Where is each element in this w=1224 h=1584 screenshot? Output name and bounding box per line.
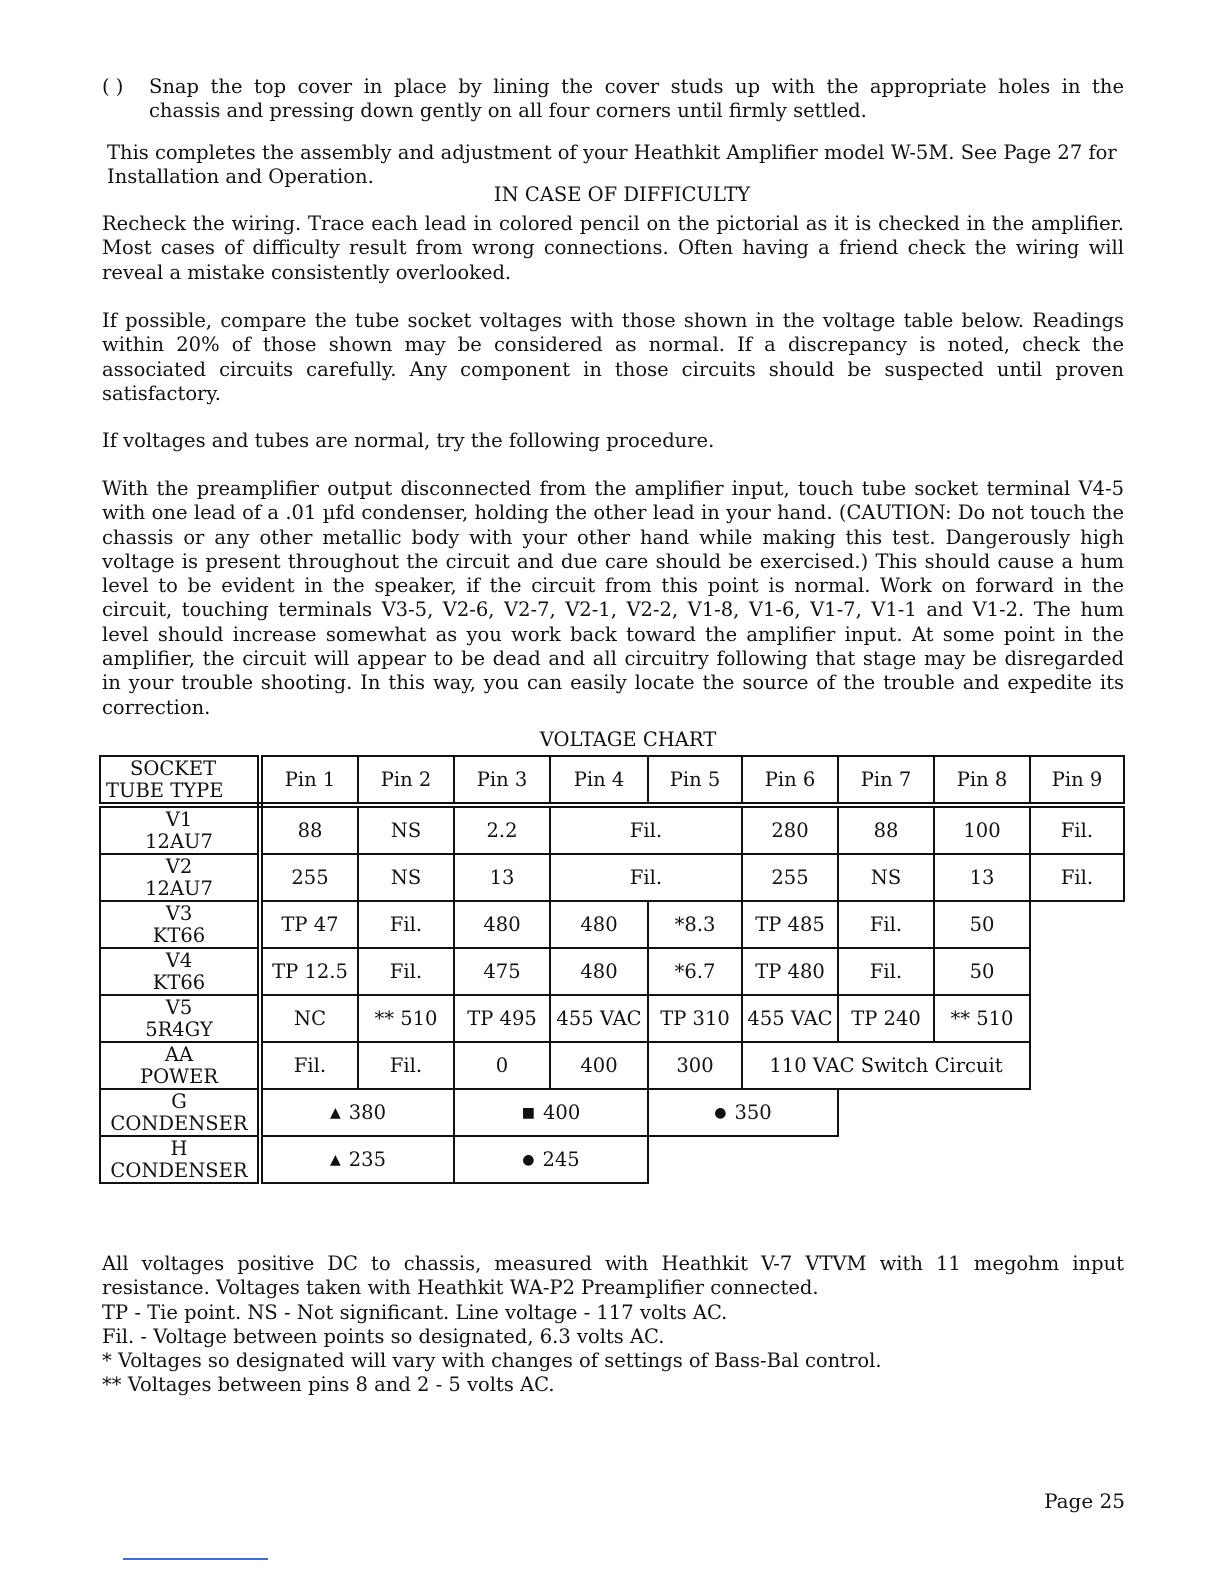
- table-cell: 455 VAC: [550, 995, 648, 1042]
- tube-cell: H CONDENSER: [100, 1136, 260, 1183]
- completion-text: This completes the assembly and adjustment of your Heathkit Amplifier model W-5M. See Page 27 for Installation and Operation.: [107, 141, 1117, 189]
- footer-rule: [123, 1558, 268, 1560]
- page-number: Page 25: [1044, 1489, 1125, 1513]
- table-cell: 13: [454, 854, 550, 901]
- table-cell: NC: [260, 995, 358, 1042]
- table-cell: TP 485: [742, 901, 838, 948]
- table-cell: 110 VAC Switch Circuit: [742, 1042, 1030, 1089]
- tube-cell: G CONDENSER: [100, 1089, 260, 1136]
- difficulty-paragraph-4: With the preamplifier output disconnected from the amplifier input, touch tube socket terminal V4-5 with one lead of a .01 µfd condenser, holding the other lead in your hand. (CAUTION: Do not touch the chassis or any other metallic body with your other hand while making this test. Dangerously high voltage is present throughout the circuit and due care should be exercised.) This should cause a hum level to be evident in the speaker, if the circuit from this point is normal. Work on forward in the circuit, touching terminals V3-5, V2-6, V2-7, V2-1, V2-2, V1-8, V1-6, V1-7, V1-1 and V1-2. The hum level should increase somewhat as you work back toward the amplifier input. At some point in the amplifier, the circuit will appear to be dead and all circuitry following that stage may be disregarded in your trouble shooting. In this way, you can easily locate the source of the trouble and expedite its correction.: [102, 477, 1124, 719]
- tube-cell: V3 KT66: [100, 901, 260, 948]
- empty-cell: [838, 1089, 1124, 1136]
- table-cell: Fil.: [358, 1042, 454, 1089]
- table-cell: ▲ 380: [260, 1089, 454, 1136]
- table-row: [100, 854, 1124, 901]
- table-cell: TP 495: [454, 995, 550, 1042]
- table-cell: Fil.: [260, 1042, 358, 1089]
- pin-header: Pin 5: [648, 756, 742, 805]
- table-cell: Fil.: [838, 948, 934, 995]
- difficulty-paragraph-2: If possible, compare the tube socket voltages with those shown in the voltage table below. Readings within 20% of those shown may be considered as normal. If a discrepancy is noted, check the associated circuits carefully. Any component in those circuits should be suspected until proven satisfactory.: [102, 309, 1124, 405]
- socket-header: SOCKET TUBE TYPE: [100, 756, 260, 805]
- voltage-chart-title: VOLTAGE CHART: [539, 728, 717, 751]
- table-cell: TP 240: [838, 995, 934, 1042]
- tube-cell: V5 5R4GY: [100, 995, 260, 1042]
- table-cell: ● 245: [454, 1136, 648, 1183]
- pin-header: Pin 3: [454, 756, 550, 805]
- table-cell: 255: [742, 854, 838, 901]
- difficulty-paragraph-1: Recheck the wiring. Trace each lead in colored pencil on the pictorial as it is checked in the amplifier. Most cases of difficulty result from wrong connections. Often having a friend check the wiring will reveal a mistake consistently overlooked.: [102, 212, 1124, 284]
- table-cell: 50: [934, 901, 1030, 948]
- table-cell: 400: [550, 1042, 648, 1089]
- table-cell: Fil.: [1030, 854, 1124, 901]
- note: TP - Tie point. NS - Not significant. Line voltage - 117 volts AC.: [102, 1300, 728, 1324]
- table-row: [100, 1089, 1124, 1136]
- table-cell: TP 47: [260, 901, 358, 948]
- table-cell: 50: [934, 948, 1030, 995]
- table-cell: Fil.: [358, 948, 454, 995]
- empty-cell: [648, 1136, 1124, 1183]
- table-cell: Fil.: [1030, 805, 1124, 854]
- pin-header: Pin 2: [358, 756, 454, 805]
- table-cell: 480: [550, 948, 648, 995]
- table-cell: Fil.: [358, 901, 454, 948]
- table-cell: 300: [648, 1042, 742, 1089]
- dot-icon: ●: [714, 1104, 727, 1121]
- tube-cell: AA POWER: [100, 1042, 260, 1089]
- difficulty-paragraph-3: If voltages and tubes are normal, try the following procedure.: [102, 429, 715, 452]
- table-cell: TP 480: [742, 948, 838, 995]
- table-cell: TP 310: [648, 995, 742, 1042]
- empty-cell: [1030, 995, 1124, 1042]
- note: ** Voltages between pins 8 and 2 - 5 volts AC.: [102, 1373, 555, 1397]
- table-cell: Fil.: [838, 901, 934, 948]
- pin-header: Pin 9: [1030, 756, 1124, 805]
- voltage-chart-table: [99, 755, 1125, 1184]
- tube-cell: V1 12AU7: [100, 805, 260, 854]
- tube-cell: V4 KT66: [100, 948, 260, 995]
- table-row: [100, 995, 1124, 1042]
- empty-cell: [1030, 948, 1124, 995]
- step-line-1: Snap the top cover in place by lining the cover studs up with the appropriate holes in the: [149, 75, 1124, 98]
- table-row: [100, 805, 1124, 854]
- table-row: [100, 1042, 1124, 1089]
- triangle-icon: ▲: [329, 1104, 341, 1121]
- table-cell: 480: [550, 901, 648, 948]
- pin-header: Pin 7: [838, 756, 934, 805]
- dot-icon: ●: [522, 1151, 535, 1168]
- note: All voltages positive DC to chassis, measured with Heathkit V-7 VTVM with 11 megohm input resistance. Voltages taken with Heathkit WA-P2 Preamplifier connected.: [102, 1252, 1124, 1300]
- table-cell: 280: [742, 805, 838, 854]
- table-row: [100, 901, 1124, 948]
- table-cell: NS: [358, 854, 454, 901]
- table-cell: 455 VAC: [742, 995, 838, 1042]
- table-cell: 88: [260, 805, 358, 854]
- notes: [102, 1252, 1124, 1398]
- empty-cell: [1030, 1042, 1124, 1089]
- table-cell: 88: [838, 805, 934, 854]
- note: Fil. - Voltage between points so designated, 6.3 volts AC.: [102, 1324, 665, 1348]
- table-row: [100, 948, 1124, 995]
- table-cell: TP 12.5: [260, 948, 358, 995]
- pin-header: Pin 6: [742, 756, 838, 805]
- table-cell: Fil.: [550, 854, 742, 901]
- note: * Voltages so designated will vary with changes of settings of Bass-Bal control.: [102, 1349, 882, 1373]
- table-cell: 480: [454, 901, 550, 948]
- table-cell: ** 510: [358, 995, 454, 1042]
- table-cell: NS: [838, 854, 934, 901]
- step-checkbox[interactable]: ( ): [102, 75, 124, 98]
- table-cell: 13: [934, 854, 1030, 901]
- pin-header: Pin 4: [550, 756, 648, 805]
- table-cell: 475: [454, 948, 550, 995]
- table-cell: *8.3: [648, 901, 742, 948]
- table-cell: *6.7: [648, 948, 742, 995]
- table-cell: ▲ 235: [260, 1136, 454, 1183]
- assembly-step: [102, 75, 1124, 124]
- triangle-icon: ▲: [329, 1151, 341, 1168]
- table-cell: Fil.: [550, 805, 742, 854]
- pin-header: Pin 8: [934, 756, 1030, 805]
- pin-header: Pin 1: [260, 756, 358, 805]
- table-header-row: [100, 756, 1124, 805]
- table-cell: 255: [260, 854, 358, 901]
- step-line-2: chassis and pressing down gently on all four corners until firmly settled.: [149, 99, 867, 123]
- difficulty-heading: IN CASE OF DIFFICULTY: [493, 183, 751, 206]
- table-cell: 2.2: [454, 805, 550, 854]
- table-cell: ■ 400: [454, 1089, 648, 1136]
- table-cell: NS: [358, 805, 454, 854]
- table-cell: ● 350: [648, 1089, 838, 1136]
- tube-cell: V2 12AU7: [100, 854, 260, 901]
- table-cell: ** 510: [934, 995, 1030, 1042]
- empty-cell: [1030, 901, 1124, 948]
- table-cell: 100: [934, 805, 1030, 854]
- square-icon: ■: [521, 1104, 535, 1121]
- table-cell: 0: [454, 1042, 550, 1089]
- table-row: [100, 1136, 1124, 1183]
